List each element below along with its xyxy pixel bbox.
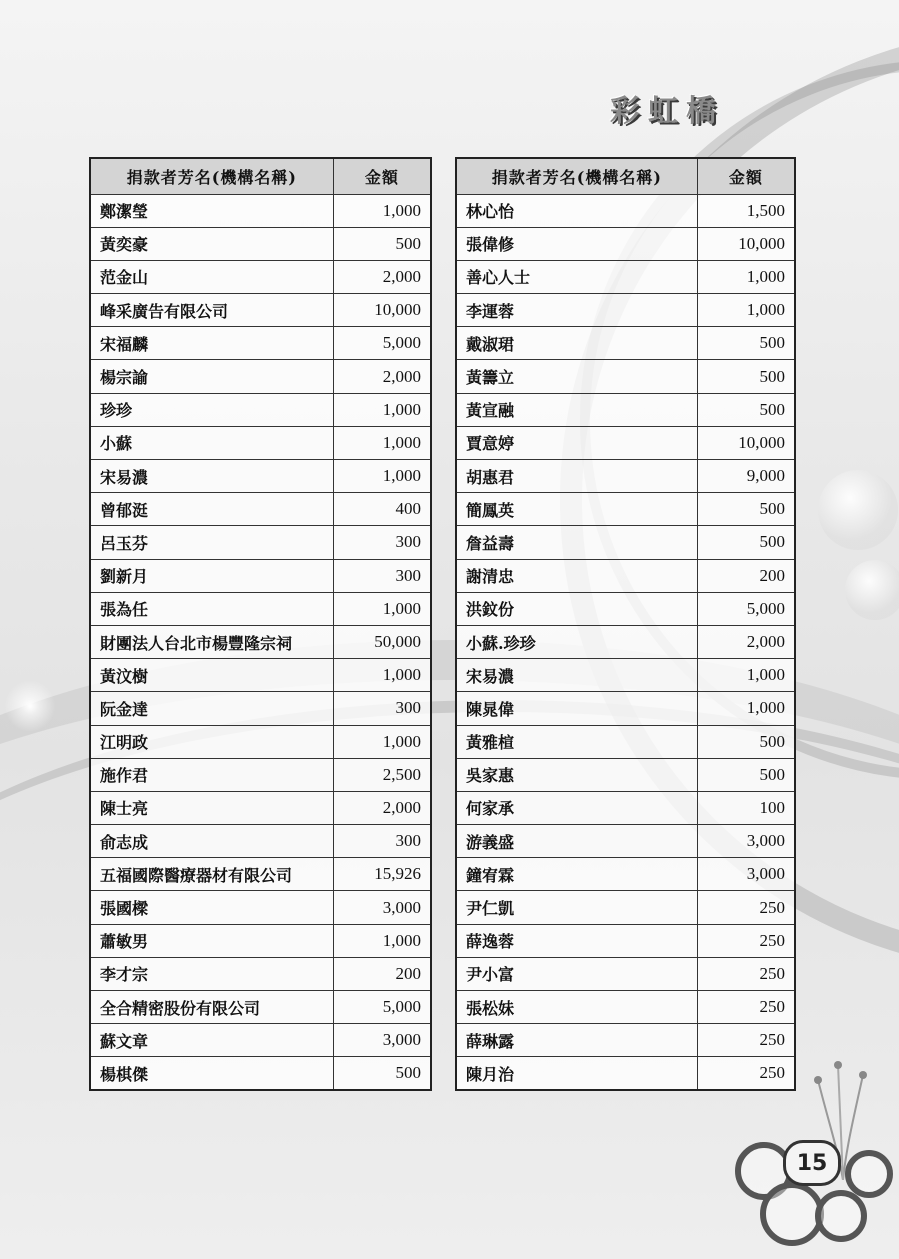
- table-row: [456, 526, 795, 559]
- donor-name: 游義盛: [456, 825, 697, 858]
- donor-name: 張國樑: [90, 891, 333, 924]
- donor-name: 宋易濃: [456, 659, 697, 692]
- donation-amount: 300: [333, 559, 431, 592]
- table-row: [456, 360, 795, 393]
- bubble-decoration: [845, 560, 899, 620]
- donor-table-left-body: [90, 194, 431, 1090]
- table-row: [90, 360, 431, 393]
- column-header-name: 捐款者芳名(機構名稱): [90, 158, 333, 194]
- donor-name: 宋福麟: [90, 327, 333, 360]
- donation-amount: 500: [333, 227, 431, 260]
- table-row: [90, 692, 431, 725]
- donation-amount: 15,926: [333, 858, 431, 891]
- table-row: [90, 227, 431, 260]
- donation-amount: 1,000: [333, 426, 431, 459]
- table-row: [456, 327, 795, 360]
- table-row: [90, 725, 431, 758]
- donor-name: 峰采廣告有限公司: [90, 294, 333, 327]
- donation-amount: 1,000: [333, 725, 431, 758]
- donor-name: 李運蓉: [456, 294, 697, 327]
- donation-amount: 250: [697, 957, 795, 990]
- donor-name: 張偉修: [456, 227, 697, 260]
- sparkle-decoration: [0, 676, 60, 736]
- table-row: [456, 891, 795, 924]
- donation-amount: 3,000: [697, 858, 795, 891]
- table-header-row: [456, 158, 795, 194]
- table-row: [456, 592, 795, 625]
- donor-name: 俞志成: [90, 825, 333, 858]
- table-row: [90, 924, 431, 957]
- donor-name: 黃籌立: [456, 360, 697, 393]
- donor-name: 曾郁涏: [90, 493, 333, 526]
- donor-name: 尹小富: [456, 957, 697, 990]
- donor-name: 鄭潔瑩: [90, 194, 333, 227]
- donation-amount: 1,000: [333, 924, 431, 957]
- donor-name: 吳家惠: [456, 758, 697, 791]
- donation-amount: 500: [697, 393, 795, 426]
- donor-name: 簡鳳英: [456, 493, 697, 526]
- donation-amount: 1,000: [333, 592, 431, 625]
- donation-amount: 500: [697, 526, 795, 559]
- table-row: [90, 825, 431, 858]
- table-row: [456, 659, 795, 692]
- donation-amount: 400: [333, 493, 431, 526]
- table-header-row: [90, 158, 431, 194]
- ring-decoration: [815, 1190, 867, 1242]
- table-row: [456, 426, 795, 459]
- table-row: [456, 227, 795, 260]
- ring-decoration: [845, 1150, 893, 1198]
- donor-name: 五福國際醫療器材有限公司: [90, 858, 333, 891]
- donor-name: 劉新月: [90, 559, 333, 592]
- donor-name: 薛琳露: [456, 1024, 697, 1057]
- donor-name: 李才宗: [90, 957, 333, 990]
- donation-amount: 2,000: [697, 625, 795, 658]
- page-number: 15: [783, 1140, 841, 1186]
- table-row: [90, 991, 431, 1024]
- donor-name: 胡惠君: [456, 460, 697, 493]
- table-row: [90, 758, 431, 791]
- table-row: [90, 559, 431, 592]
- donation-amount: 300: [333, 692, 431, 725]
- donation-amount: 1,000: [697, 692, 795, 725]
- donation-amount: 5,000: [333, 327, 431, 360]
- table-row: [456, 725, 795, 758]
- donor-name: 洪鈫份: [456, 592, 697, 625]
- donor-name: 賈意婷: [456, 426, 697, 459]
- donation-amount: 10,000: [697, 227, 795, 260]
- table-row: [90, 260, 431, 293]
- donor-name: 施作君: [90, 758, 333, 791]
- donation-amount: 300: [333, 526, 431, 559]
- table-row: [90, 791, 431, 824]
- table-row: [90, 526, 431, 559]
- table-row: [90, 294, 431, 327]
- donation-amount: 1,000: [697, 260, 795, 293]
- donor-name: 江明政: [90, 725, 333, 758]
- donor-name: 呂玉芬: [90, 526, 333, 559]
- donor-name: 財團法人台北市楊豐隆宗祠: [90, 625, 333, 658]
- donor-name: 楊棋傑: [90, 1057, 333, 1090]
- donation-amount: 1,000: [333, 659, 431, 692]
- donor-name: 尹仁凱: [456, 891, 697, 924]
- table-row: [90, 625, 431, 658]
- table-row: [90, 659, 431, 692]
- donation-amount: 1,000: [697, 659, 795, 692]
- donor-name: 陳晁偉: [456, 692, 697, 725]
- donation-amount: 500: [697, 360, 795, 393]
- table-row: [456, 1057, 795, 1090]
- donor-name: 善心人士: [456, 260, 697, 293]
- donation-amount: 1,000: [333, 194, 431, 227]
- table-row: [90, 460, 431, 493]
- donation-amount: 250: [697, 924, 795, 957]
- donor-name: 詹益壽: [456, 526, 697, 559]
- donation-amount: 1,000: [697, 294, 795, 327]
- table-row: [90, 493, 431, 526]
- donor-name: 謝清忠: [456, 559, 697, 592]
- donation-amount: 200: [697, 559, 795, 592]
- donor-name: 黃汶樹: [90, 659, 333, 692]
- donation-amount: 2,500: [333, 758, 431, 791]
- donation-amount: 2,000: [333, 260, 431, 293]
- table-row: [456, 825, 795, 858]
- donor-name: 陳月治: [456, 1057, 697, 1090]
- donor-name: 蕭敏男: [90, 924, 333, 957]
- column-header-amount: 金額: [333, 158, 431, 194]
- donation-amount: 3,000: [697, 825, 795, 858]
- table-row: [456, 1024, 795, 1057]
- donation-amount: 500: [333, 1057, 431, 1090]
- table-row: [90, 426, 431, 459]
- donation-amount: 5,000: [697, 592, 795, 625]
- donor-name: 鐘宥霖: [456, 858, 697, 891]
- donation-amount: 50,000: [333, 625, 431, 658]
- donor-name: 黃雅楦: [456, 725, 697, 758]
- donor-name: 珍珍: [90, 393, 333, 426]
- table-row: [456, 559, 795, 592]
- bubble-decoration: [818, 470, 898, 550]
- table-row: [90, 1024, 431, 1057]
- donor-table-left: [89, 157, 432, 1091]
- donation-amount: 250: [697, 1024, 795, 1057]
- table-row: [456, 692, 795, 725]
- donor-name: 陳士亮: [90, 791, 333, 824]
- donation-amount: 250: [697, 1057, 795, 1090]
- table-row: [90, 592, 431, 625]
- donation-amount: 10,000: [697, 426, 795, 459]
- donation-amount: 100: [697, 791, 795, 824]
- donation-amount: 1,000: [333, 393, 431, 426]
- donor-name: 小蘇.珍珍: [456, 625, 697, 658]
- donor-name: 黃奕豪: [90, 227, 333, 260]
- table-row: [456, 194, 795, 227]
- donation-amount: 500: [697, 327, 795, 360]
- donor-name: 薛逸蓉: [456, 924, 697, 957]
- table-row: [90, 957, 431, 990]
- table-row: [456, 858, 795, 891]
- donor-name: 張為任: [90, 592, 333, 625]
- donor-name: 黃宣融: [456, 393, 697, 426]
- donation-amount: 2,000: [333, 791, 431, 824]
- column-header-name: 捐款者芳名(機構名稱): [456, 158, 697, 194]
- table-row: [90, 393, 431, 426]
- table-row: [456, 991, 795, 1024]
- donation-amount: 500: [697, 758, 795, 791]
- table-row: [456, 493, 795, 526]
- table-row: [456, 294, 795, 327]
- donor-name: 張松妹: [456, 991, 697, 1024]
- table-row: [456, 791, 795, 824]
- donor-name: 范金山: [90, 260, 333, 293]
- table-row: [90, 891, 431, 924]
- donation-amount: 250: [697, 991, 795, 1024]
- donation-amount: 500: [697, 725, 795, 758]
- page-title: 彩虹橋: [610, 94, 724, 129]
- donor-name: 小蘇: [90, 426, 333, 459]
- donation-amount: 3,000: [333, 891, 431, 924]
- table-row: [456, 460, 795, 493]
- table-row: [456, 758, 795, 791]
- donation-amount: 500: [697, 493, 795, 526]
- donation-amount: 1,000: [333, 460, 431, 493]
- donor-name: 戴淑珺: [456, 327, 697, 360]
- donation-amount: 3,000: [333, 1024, 431, 1057]
- donation-amount: 10,000: [333, 294, 431, 327]
- table-row: [90, 1057, 431, 1090]
- donor-table-right-body: [456, 194, 795, 1090]
- donor-name: 蘇文章: [90, 1024, 333, 1057]
- table-row: [90, 327, 431, 360]
- donor-table-right: [455, 157, 796, 1091]
- table-row: [456, 260, 795, 293]
- donor-name: 全合精密股份有限公司: [90, 991, 333, 1024]
- donation-amount: 300: [333, 825, 431, 858]
- donation-amount: 9,000: [697, 460, 795, 493]
- donation-amount: 250: [697, 891, 795, 924]
- table-row: [90, 194, 431, 227]
- donor-name: 楊宗諭: [90, 360, 333, 393]
- donor-name: 宋易濃: [90, 460, 333, 493]
- table-row: [456, 957, 795, 990]
- table-row: [456, 924, 795, 957]
- donation-amount: 5,000: [333, 991, 431, 1024]
- donation-amount: 2,000: [333, 360, 431, 393]
- donor-name: 林心怡: [456, 194, 697, 227]
- table-row: [456, 393, 795, 426]
- table-row: [456, 625, 795, 658]
- donation-amount: 1,500: [697, 194, 795, 227]
- donor-name: 何家承: [456, 791, 697, 824]
- donor-name: 阮金達: [90, 692, 333, 725]
- table-row: [90, 858, 431, 891]
- column-header-amount: 金額: [697, 158, 795, 194]
- donation-amount: 200: [333, 957, 431, 990]
